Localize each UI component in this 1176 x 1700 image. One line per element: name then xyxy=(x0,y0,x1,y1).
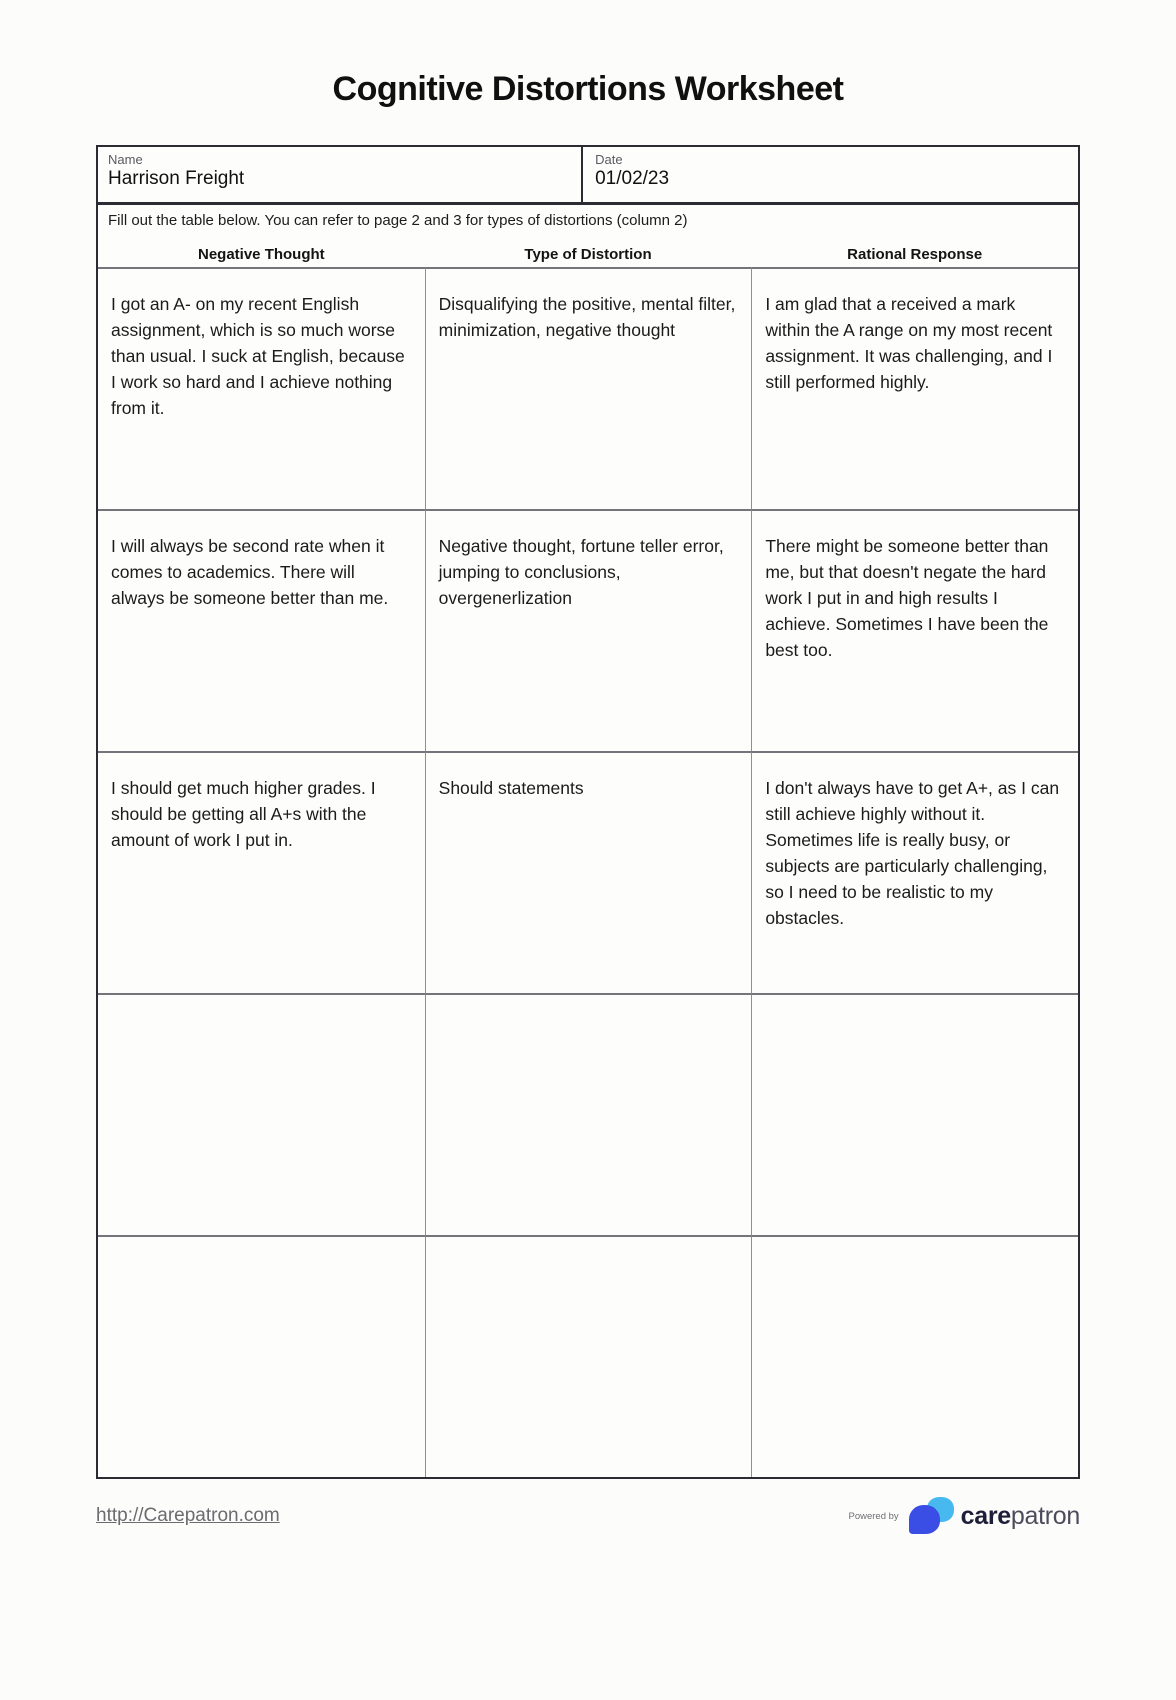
wordmark-patron: patron xyxy=(1010,1501,1080,1530)
cell-text: Disqualifying the positive, mental filter, minimization, negative thought xyxy=(438,294,736,340)
column-header-rational-response: Rational Response xyxy=(847,246,983,263)
carepatron-brand xyxy=(848,1495,1080,1537)
name-date-bar xyxy=(98,147,1078,205)
wordmark-care: care xyxy=(960,1501,1011,1530)
carepatron-logo-icon xyxy=(909,1495,955,1537)
name-field[interactable] xyxy=(98,147,583,202)
cell-text: I got an A- on my recent English assignment, which is so much worse than usual. I suck at English, because I work so hard and I achieve nothing from it. xyxy=(111,294,405,418)
name-value: Harrison Freight xyxy=(108,168,245,189)
date-value: 01/02/23 xyxy=(595,168,670,189)
worksheet-grid xyxy=(98,267,1078,1477)
column-header-row xyxy=(98,246,1078,263)
name-label: Name xyxy=(108,152,143,167)
date-label: Date xyxy=(595,152,623,167)
cell-row2-negative-thought[interactable] xyxy=(98,509,425,751)
cell-text: I am glad that a received a mark within the A range on my most recent assignment. It was challenging, and I still performed highly. xyxy=(765,294,1053,392)
cell-row1-negative-thought[interactable] xyxy=(98,267,425,509)
cell-row3-type-of-distortion[interactable] xyxy=(425,751,752,993)
cell-row5-negative-thought[interactable] xyxy=(98,1235,425,1477)
logo-blob-dark xyxy=(909,1505,940,1534)
cell-row2-type-of-distortion[interactable] xyxy=(425,509,752,751)
cell-text: I don't always have to get A+, as I can still achieve highly without it. Sometimes life is really busy, or subjects are particularly challenging, so I need to be realistic to my obstacles. xyxy=(765,778,1060,928)
cell-row1-rational-response[interactable] xyxy=(751,267,1078,509)
cell-row4-rational-response[interactable] xyxy=(751,993,1078,1235)
page-footer xyxy=(96,1495,1080,1537)
cell-text: Negative thought, fortune teller error, jumping to conclusions, overgenerlization xyxy=(438,536,724,608)
instruction-text: Fill out the table below. You can refer to page 2 and 3 for types of distortions (column 2) xyxy=(108,212,688,229)
carepatron-wordmark xyxy=(961,1502,1080,1531)
cell-row2-rational-response[interactable] xyxy=(751,509,1078,751)
cell-text: Should statements xyxy=(438,778,584,798)
date-field[interactable] xyxy=(583,147,1078,202)
cell-text: I should get much higher grades. I should be getting all A+s with the amount of work I put in. xyxy=(111,778,376,850)
cell-row3-rational-response[interactable] xyxy=(751,751,1078,993)
column-header-type-of-distortion: Type of Distortion xyxy=(524,246,652,263)
cell-row5-type-of-distortion[interactable] xyxy=(425,1235,752,1477)
powered-by-label: Powered by xyxy=(848,1510,899,1522)
cell-row3-negative-thought[interactable] xyxy=(98,751,425,993)
worksheet-table xyxy=(96,145,1080,1479)
column-header-negative-thought: Negative Thought xyxy=(198,246,325,263)
page-title: Cognitive Distortions Worksheet xyxy=(332,70,844,108)
cell-text: I will always be second rate when it comes to academics. There will always be someone better than me. xyxy=(111,536,389,608)
cell-row4-type-of-distortion[interactable] xyxy=(425,993,752,1235)
cell-row5-rational-response[interactable] xyxy=(751,1235,1078,1477)
cell-row1-type-of-distortion[interactable] xyxy=(425,267,752,509)
cell-text: There might be someone better than me, but that doesn't negate the hard work I put in and high results I achieve. Sometimes I have been the best too. xyxy=(765,536,1049,660)
carepatron-link[interactable]: http://Carepatron.com xyxy=(96,1505,280,1526)
instruction-block xyxy=(98,205,1078,267)
cell-row4-negative-thought[interactable] xyxy=(98,993,425,1235)
